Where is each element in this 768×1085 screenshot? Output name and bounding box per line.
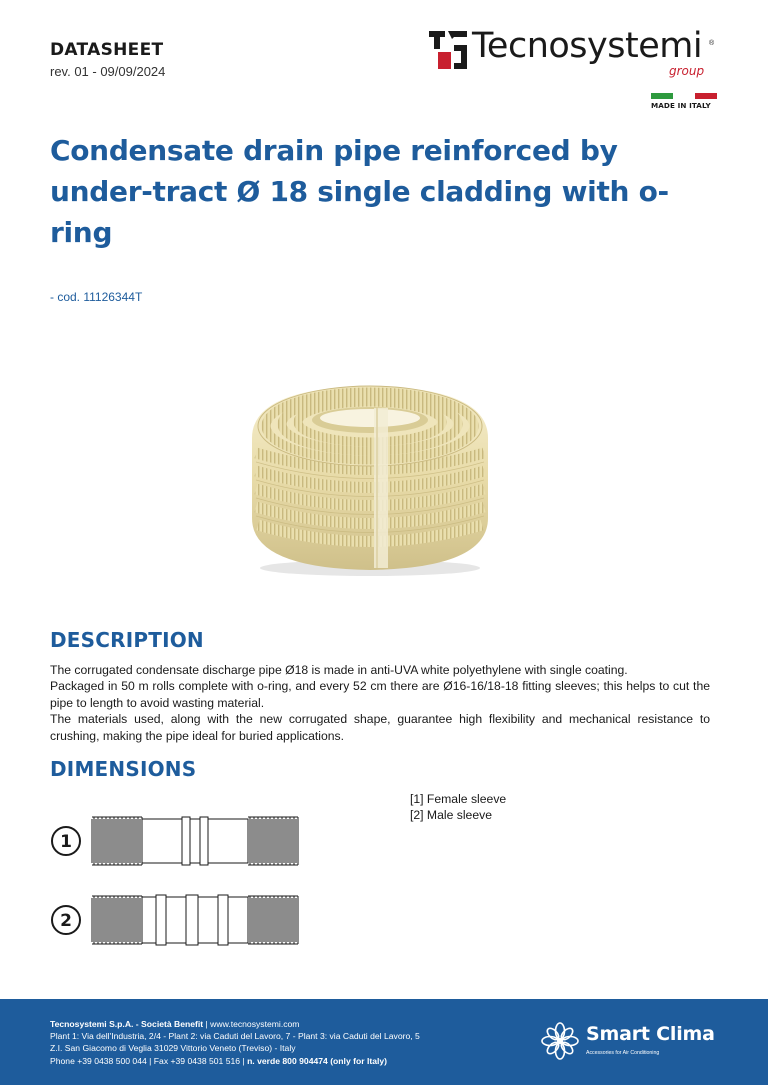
male-sleeve-drawing <box>50 893 302 947</box>
smart-clima-tagline: Accessories for Air Conditioning <box>586 1050 660 1056</box>
legend-item-male-sleeve: [2] Male sleeve <box>410 808 492 823</box>
smart-clima-logo <box>540 1021 730 1061</box>
footer-toll-free: n. verde 800 904474 (only for Italy) <box>247 1055 388 1066</box>
footer-separator: | <box>242 1055 245 1066</box>
footer-phone: Phone +39 0438 500 044 <box>50 1055 147 1066</box>
female-sleeve-drawing <box>50 814 302 868</box>
header-info <box>50 40 165 79</box>
tecnosystemi-logo <box>428 28 720 88</box>
description-text <box>50 662 710 744</box>
description-heading: DESCRIPTION <box>50 628 204 652</box>
description-paragraph: The materials used, along with the new corrugated shape, guarantee high flexibility and mechanical resistance to crushing, making the pipe ideal for buried applications. <box>50 712 710 743</box>
footer-line-phone <box>50 1055 420 1067</box>
footer-address: Z.I. San Giacomo di Veglia 31029 Vittorio Veneto (Treviso) - Italy <box>50 1043 296 1054</box>
product-code: - cod. 11126344T <box>50 290 143 304</box>
logo-registered: ® <box>709 40 715 47</box>
drawing-number: 2 <box>60 911 72 931</box>
revision: rev. 01 - 09/09/2024 <box>50 64 166 79</box>
dimensions-heading: DIMENSIONS <box>50 757 197 781</box>
smart-clima-name: Smart Clima <box>586 1023 715 1045</box>
footer-plants: Plant 1: Via dell'Industria, 2/4 - Plant 2: via Caduti del Lavoro, 7 - Plant 3: via Caduti del Lavoro, 5 <box>50 1031 420 1042</box>
description-paragraph: Packaged in 50 m rolls complete with o-ring, and every 52 cm there are Ø16-16/18-18 fitting sleeves; this helps to cut the pipe to length to avoid wasting material. <box>50 679 710 710</box>
smart-clima-flower-icon <box>540 1021 580 1061</box>
dimensions-legend <box>410 791 506 824</box>
footer-fax: Fax +39 0438 501 516 <box>153 1055 241 1066</box>
footer-company: Tecnosystemi S.p.A. - Società Benefit <box>50 1019 204 1029</box>
footer-separator: | <box>149 1055 152 1066</box>
footer <box>0 999 768 1085</box>
description-paragraph: The corrugated condensate discharge pipe Ø18 is made in anti-UVA white polyethylene with single coating. <box>50 663 628 677</box>
tecnosystemi-logo-mark-icon <box>428 30 468 70</box>
logo-group: group <box>669 64 705 78</box>
doc-type: DATASHEET <box>50 40 164 60</box>
footer-separator: | <box>205 1019 208 1029</box>
italian-flag-icon <box>651 93 717 99</box>
drawing-number: 1 <box>60 832 72 852</box>
page-title: Condensate drain pipe reinforced by under-tract Ø 18 single cladding with o-ring <box>50 134 669 249</box>
footer-website-link[interactable]: www.tecnosystemi.com <box>210 1019 300 1029</box>
made-in-italy-badge <box>651 93 717 110</box>
logo-wordmark: Tecnosystemi <box>472 26 703 66</box>
legend-item-female-sleeve: [1] Female sleeve <box>410 792 507 806</box>
footer-contact <box>50 1018 420 1067</box>
made-in-italy-text: MADE IN ITALY <box>651 101 711 110</box>
footer-line-company <box>50 1018 420 1030</box>
coiled-pipe-roll-image <box>246 368 494 578</box>
